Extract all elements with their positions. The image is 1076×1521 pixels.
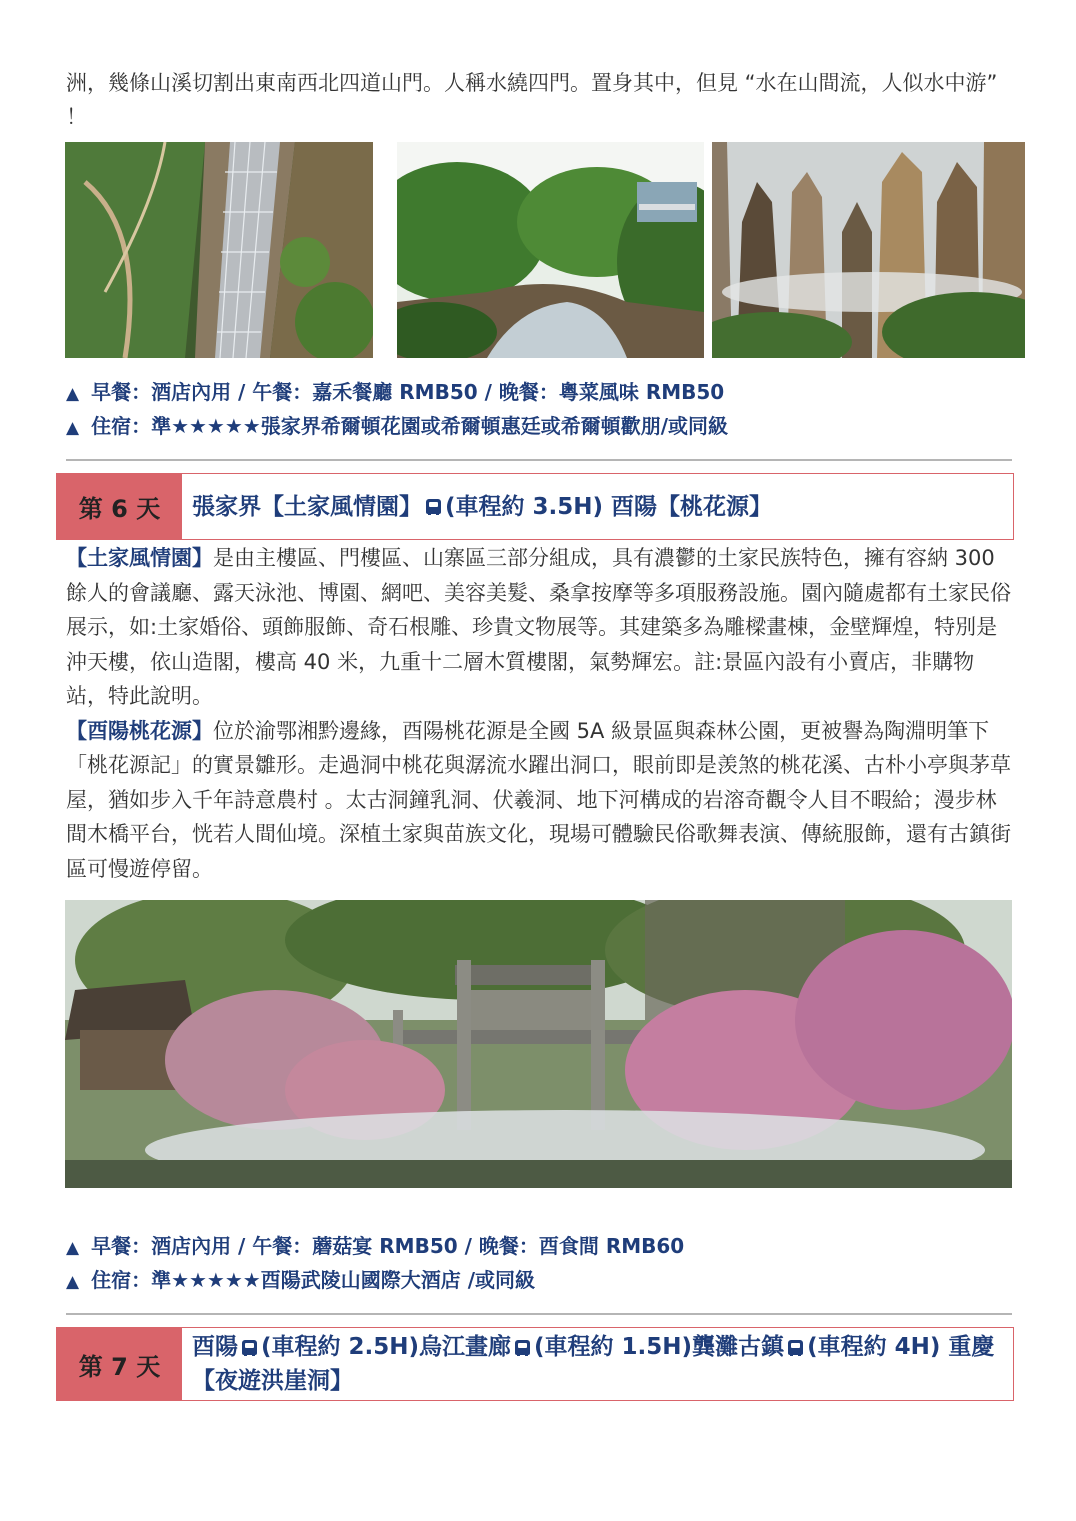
triangle-bullet-icon: ▲ [66,384,80,404]
day6-meals-line: ▲ 早餐：酒店內用 / 午餐：蘑菇宴 RMB50 / 晚餐：酉食間 RMB60 [66,1234,685,1258]
photo-bailong-elevator [65,142,373,358]
day6-header [56,473,1014,540]
day7-header [56,1327,1014,1401]
triangle-bullet-icon: ▲ [66,1272,80,1292]
taohuayuan-paragraph: 【酉陽桃花源】位於渝鄂湘黔邊緣，酉陽桃花源是全國 5A 級景區與森林公園，更被譽為陶淵明筆下「桃花源記」的實景雛形。走過洞中桃花與潺流水躍出洞口，眼前即是羡煞的桃花溪、古朴小亭與茅草屋，猶如步入千年詩意農村 。太古洞鐘乳洞、伏羲洞、地下河構成的岩溶奇觀令人目不暇給；漫步林間木橋平台，恍若人間仙境。深植土家與苗族文化，現場可體驗民俗歌舞表演、傳統服飾，還有古鎮街區可慢遊停留。 [66,718,1011,881]
day6-description [66,541,1014,886]
tujia-garden-paragraph: 【土家風情園】是由主樓區、門樓區、山寨區三部分組成，具有濃鬱的土家民族特色，擁有容納 300 餘人的會議廳、露天泳池、博園、網吧、美容美髮、桑拿按摩等多項服務設施。園內隨處都有土家民俗展示，如:土家婚俗、頭飾服飾、奇石根雕、珍貴文物展等。其建築多為雕樑畫棟，金壁輝煌，特別是沖天樓，依山造閣，樓高 40 米，九重十二層木質樓閣，氣勢輝宏。註:景區內設有小賣店，非購物站，特此說明。 [66,546,1011,708]
day6-label: 第 6 天 [57,474,182,539]
day5-hotel-line: ▲ 住宿：準★★★★★張家界希爾頓花園或希爾頓惠廷或希爾頓歡朋/或同級 [66,414,729,438]
triangle-bullet-icon: ▲ [66,418,80,438]
section-divider [66,1313,1012,1315]
day6-hotel-line: ▲ 住宿：準★★★★★酉陽武陵山國際大酒店 /或同級 [66,1268,535,1292]
photo-taohuayuan-gate [65,900,1012,1188]
day5-meals-block [66,376,1016,444]
day7-label: 第 7 天 [57,1328,182,1400]
section-divider [66,459,1012,461]
photo-tianqiao-arch [397,142,704,358]
bus-icon [426,499,441,514]
taohuayuan-heading: 【酉陽桃花源】 [66,718,213,743]
bus-icon [515,1340,530,1355]
day7-title: 酉陽 (車程約 2.5H)烏江畫廊 (車程約 1.5H)龔灘古鎮 (車程約 4H) 重慶【夜遊洪崖洞】 [192,1334,995,1394]
day5-meals-line: ▲ 早餐：酒店內用 / 午餐：嘉禾餐廳 RMB50 / 晚餐：粵菜風味 RMB50 [66,380,725,404]
day6-title: 張家界【土家風情園】 (車程約 3.5H) 酉陽【桃花源】 [192,493,773,520]
tujia-garden-heading: 【土家風情園】 [66,546,213,570]
bus-icon [788,1340,803,1355]
intro-paragraph: 洲，幾條山溪切割出東南西北四道山門。人稱水繞四門。置身其中，但見 “水在山間流，人似水中游” ！ [66,71,998,129]
day6-meals-block [66,1230,1016,1298]
bus-icon [242,1340,257,1355]
triangle-bullet-icon: ▲ [66,1238,80,1258]
photo-sandstone-peaks [712,142,1025,358]
